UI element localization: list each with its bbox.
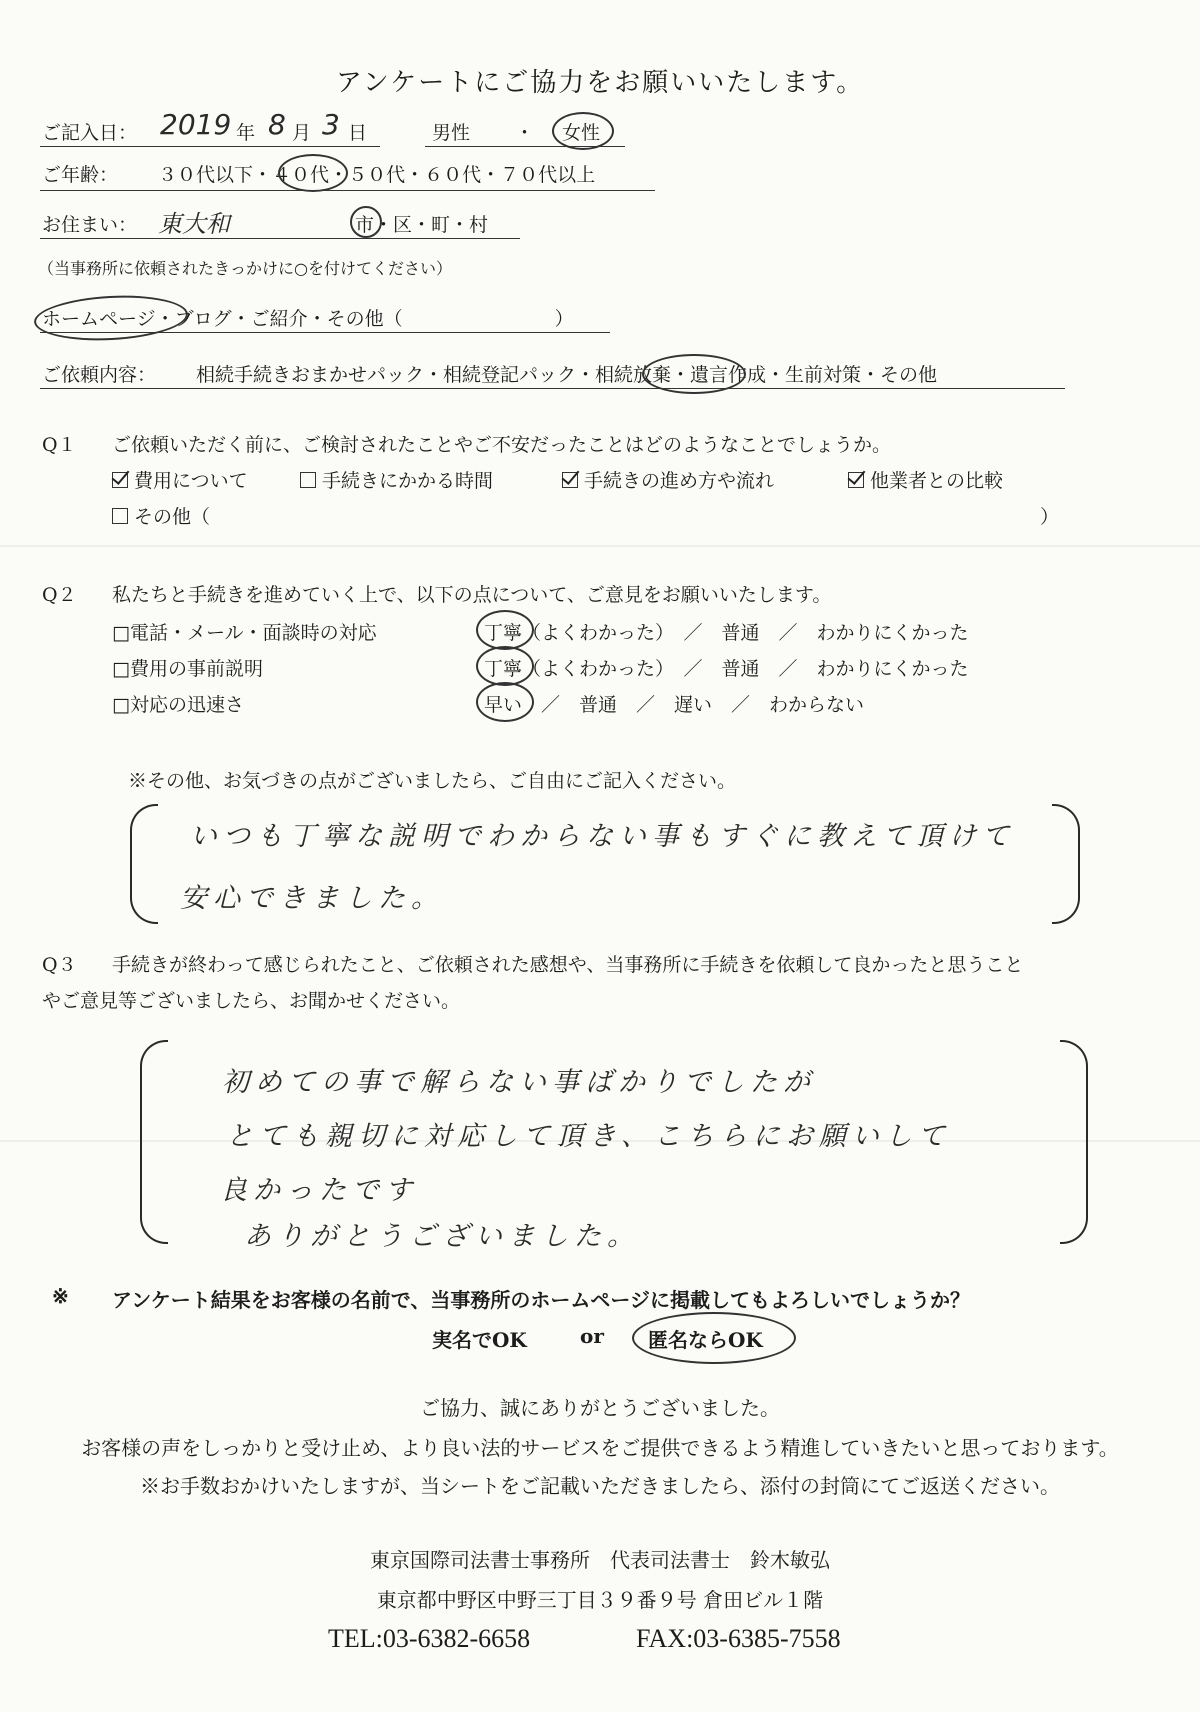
publish-or: or [580, 1324, 604, 1348]
comment-box-left-bracket [130, 804, 158, 924]
age-option-50s: ５０代 [348, 164, 406, 186]
entry-month-value: 8 [268, 108, 286, 141]
answer-box-left-bracket [140, 1040, 168, 1244]
q2-row-options: 早い ／ 普通 ／ 遅い ／ わからない [484, 694, 865, 716]
address-label: お住まい： [42, 214, 138, 236]
footer-fax: FAX:03-6385-7558 [636, 1624, 841, 1653]
q2-other-prompt: ※その他、お気づきの点がございましたら、ご自由にご記入ください。 [128, 770, 737, 792]
entry-date-label: ご記入日： [42, 122, 138, 144]
q3-answer-line: 初めての事で解らない事ばかりでしたが [222, 1067, 816, 1098]
q1-question: ご依頼いただく前に、ご検討されたことやご不安だったことはどのようなことでしょうか。 [112, 434, 892, 456]
gender-selected-circle [552, 112, 614, 150]
q1-number: Q１ [42, 434, 77, 456]
age-option-40s: ４０代 [272, 164, 330, 186]
q2-question: 私たちと手続きを進めていく上で、以下の点について、ご意見をお願いいたします。 [112, 584, 832, 606]
checkbox-unchecked [112, 508, 128, 524]
age-option-70s: ７０代以上 [500, 164, 596, 186]
referral-options: ホームページ・ブログ・ご紹介・その他（ ） [42, 308, 574, 330]
gender-male: 男性 [432, 122, 471, 144]
paper-fold-line [0, 545, 1200, 547]
q2-row3-selected-circle [476, 682, 534, 722]
gender-underline [425, 146, 625, 147]
q2-row-item: □費用の事前説明 [112, 658, 263, 680]
publish-selected-circle [632, 1312, 796, 1364]
age-underline [40, 190, 655, 191]
age-option-60s: ６０代 [424, 164, 482, 186]
q3-answer-line: ありがとうございました。 [244, 1221, 640, 1252]
q1-option-cost: 費用について [112, 466, 248, 493]
q3-question-line2: やご意見等ございましたら、お聞かせください。 [42, 990, 461, 1012]
entry-day-value: 3 [322, 108, 340, 141]
address-value: 東大和 [158, 210, 230, 238]
q2-row-options: 丁寧（よくわかった） ／ 普通 ／ わかりにくかった [484, 658, 969, 680]
checkbox-checked [112, 472, 128, 488]
q1-other-close: ） [1040, 506, 1060, 528]
publish-mark: ※ [52, 1284, 69, 1308]
closing-thanks: ご協力、誠にありがとうございました。 [420, 1396, 780, 1420]
q1-option-process: 手続きの進め方や流れ [562, 466, 774, 493]
q3-answer-line: とても親切に対応して頂き、こちらにお願いして [226, 1121, 951, 1152]
age-option-30s: ３０代以下 [158, 164, 254, 186]
address-selected-circle [350, 206, 382, 238]
age-options: ３０代以下・４０代・５０代・６０代・７０代以上 [158, 164, 596, 186]
publish-question: アンケート結果をお客様の名前で、当事務所のホームページに掲載してもよろしいでしょうか？ [112, 1288, 970, 1312]
age-label: ご年齢： [42, 164, 119, 186]
q2-row-options: 丁寧（よくわかった） ／ 普通 ／ わかりにくかった [484, 622, 969, 644]
closing-line2: お客様の声をしっかりと受け止め、より良い法的サービスをご提供できるよう精進していきたいと思っております。 [81, 1436, 1119, 1460]
q2-comment-line: いつも丁寧な説明でわからない事もすぐに教えて頂けて [190, 821, 1015, 852]
entry-year-unit: 年 [236, 122, 256, 144]
request-options: 相続手続きおまかせパック・相続登記パック・相続放棄・遺言作成・生前対策・その他 [196, 364, 938, 386]
q2-row1-selected-circle [476, 610, 534, 650]
referral-underline [40, 332, 610, 333]
q1-option-other: その他（ [112, 502, 210, 529]
q1-option-time: 手続きにかかる時間 [300, 466, 493, 493]
entry-year-value: 2019 [160, 108, 232, 141]
referral-selected-circle [33, 292, 189, 344]
request-label: ご依頼内容： [42, 364, 157, 386]
footer-address: 東京都中野区中野三丁目３９番９号 倉田ビル１階 [376, 1588, 824, 1612]
publish-option-anon: 匿名ならOK [648, 1328, 763, 1352]
q2-number: Q２ [42, 584, 77, 606]
q2-row2-selected-circle [476, 646, 534, 686]
referral-note: （当事務所に依頼されたきっかけに○を付けてください） [38, 259, 452, 278]
checkbox-checked [848, 472, 864, 488]
q3-answer-line: 良かったです [220, 1175, 418, 1206]
q2-row-item: □電話・メール・面談時の対応 [112, 622, 377, 644]
q2-comment-line: 安心できました。 [180, 883, 444, 914]
comment-box-right-bracket [1052, 804, 1080, 924]
entry-month-unit: 月 [292, 122, 312, 144]
entry-day-unit: 日 [348, 122, 368, 144]
q2-row-item: □対応の迅速さ [112, 694, 244, 716]
checkbox-unchecked [300, 472, 316, 488]
address-options: 市・区・町・村 [355, 214, 489, 236]
answer-box-right-bracket [1060, 1040, 1088, 1244]
gender-female: 女性 [562, 122, 601, 144]
footer-tel: TEL:03-6382-6658 [328, 1624, 531, 1653]
age-selected-circle [278, 154, 348, 192]
footer-office: 東京国際司法書士事務所 代表司法書士 鈴木敏弘 [370, 1548, 830, 1572]
checkbox-checked [562, 472, 578, 488]
closing-line3: ※お手数おかけいたしますが、当シートをご記載いただきましたら、添付の封筒にてご返送ください。 [140, 1474, 1060, 1498]
page-title: アンケートにご協力をお願いいたします。 [335, 68, 865, 98]
publish-option-real: 実名でOK [432, 1328, 527, 1352]
request-underline [40, 388, 1065, 389]
gender-separator: ・ [515, 122, 535, 144]
q3-question-line1: 手続きが終わって感じられたこと、ご依頼された感想や、当事務所に手続きを依頼して良かったと思うこと [112, 954, 1024, 976]
entry-date-underline [40, 146, 380, 147]
address-underline [40, 238, 520, 239]
q3-number: Q３ [42, 954, 77, 976]
q1-option-comparison: 他業者との比較 [848, 466, 1003, 493]
